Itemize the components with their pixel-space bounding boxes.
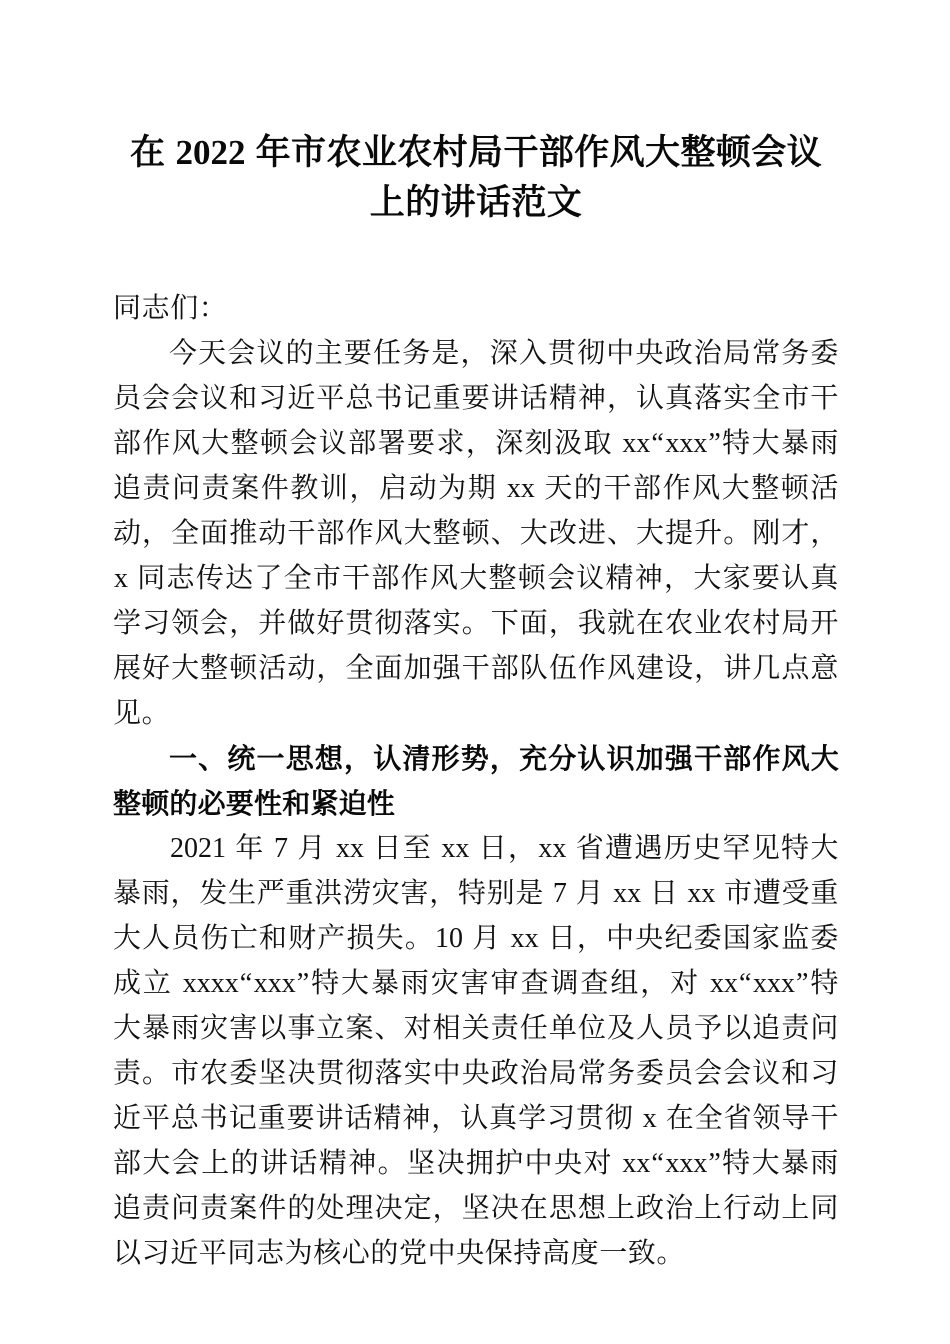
latin-run: x	[114, 563, 128, 594]
salutation-line: 同志们：	[113, 293, 228, 324]
latin-run: xxxx	[182, 968, 239, 999]
latin-run: 10	[435, 923, 464, 954]
latin-run: xx	[710, 968, 738, 999]
latin-run: 7	[552, 878, 567, 909]
body-paragraph-2: 2021 年 7 月 xx 日至 xx 日，xx 省遭遇历史罕见特大暴雨，发生严重洪涝灾害，特别是 7 月 xx 日 xx 市遭受重大人员伤亡和财产损失。10 月 xx 日，中央纪委国家监委成立 xxxx“xxx”特大暴雨灾害审查调查组，对 xx“xxx”特大暴雨灾害以事立案、对相关责任单位及人员予以追责问责。市农委坚决贯彻落实中央政治局常务委员会会议和习近平总书记重要讲话精神，认真学习贯彻 x 在全省领导干部大会上的讲话精神。坚决拥护中央对 xx“xxx”特大暴雨追责问责案件的处理决定，坚决在思想上政治上行动上同以习近平同志为核心的党中央保持高度一致。	[113, 833, 839, 1269]
page-content-column	[113, 0, 839, 1276]
latin-run: xxx	[665, 428, 708, 459]
latin-run: xx	[441, 833, 470, 864]
latin-run: xx	[336, 833, 365, 864]
latin-run: xx	[622, 1148, 651, 1179]
latin-run: xx	[613, 878, 642, 909]
latin-run: xxx	[665, 1148, 708, 1179]
latin-run: xx	[510, 923, 539, 954]
body-paragraph-1: 今天会议的主要任务是，深入贯彻中央政治局常务委员会会议和习近平总书记重要讲话精神，认真落实全市干部作风大整顿会议部署要求，深刻汲取 xx“xxx”特大暴雨追责问责案件教训，启动为期 xx 天的干部作风大整顿活动，全面推动干部作风大整顿、大改进、大提升。刚才，x 同志传达了全市干部作风大整顿会议精神，大家要认真学习领会，并做好贯彻落实。下面，我就在农业农村局开展好大整顿活动，全面加强干部队伍作风建设，讲几点意见。	[113, 338, 839, 729]
latin-run: xx	[538, 833, 567, 864]
latin-run: xx	[506, 473, 535, 504]
document-title-line-2: 上的讲话范文	[369, 183, 583, 222]
title-spacer	[113, 228, 839, 286]
document-title	[113, 0, 839, 228]
latin-run: xx	[622, 428, 651, 459]
document-title-line-1: 在 2022 年市农业农村局干部作风大整顿会议	[129, 133, 823, 172]
latin-run: 2021	[170, 833, 226, 864]
latin-run: xxx	[753, 968, 796, 999]
latin-run: xx	[687, 878, 716, 909]
latin-run: 2022	[175, 133, 246, 172]
latin-run: 7	[274, 833, 289, 864]
latin-run: x	[642, 1103, 657, 1134]
latin-run: xxx	[253, 968, 296, 999]
section-heading-1: 一、统一思想，认清形势，充分认识加强干部作风大整顿的必要性和紧迫性	[113, 743, 839, 819]
